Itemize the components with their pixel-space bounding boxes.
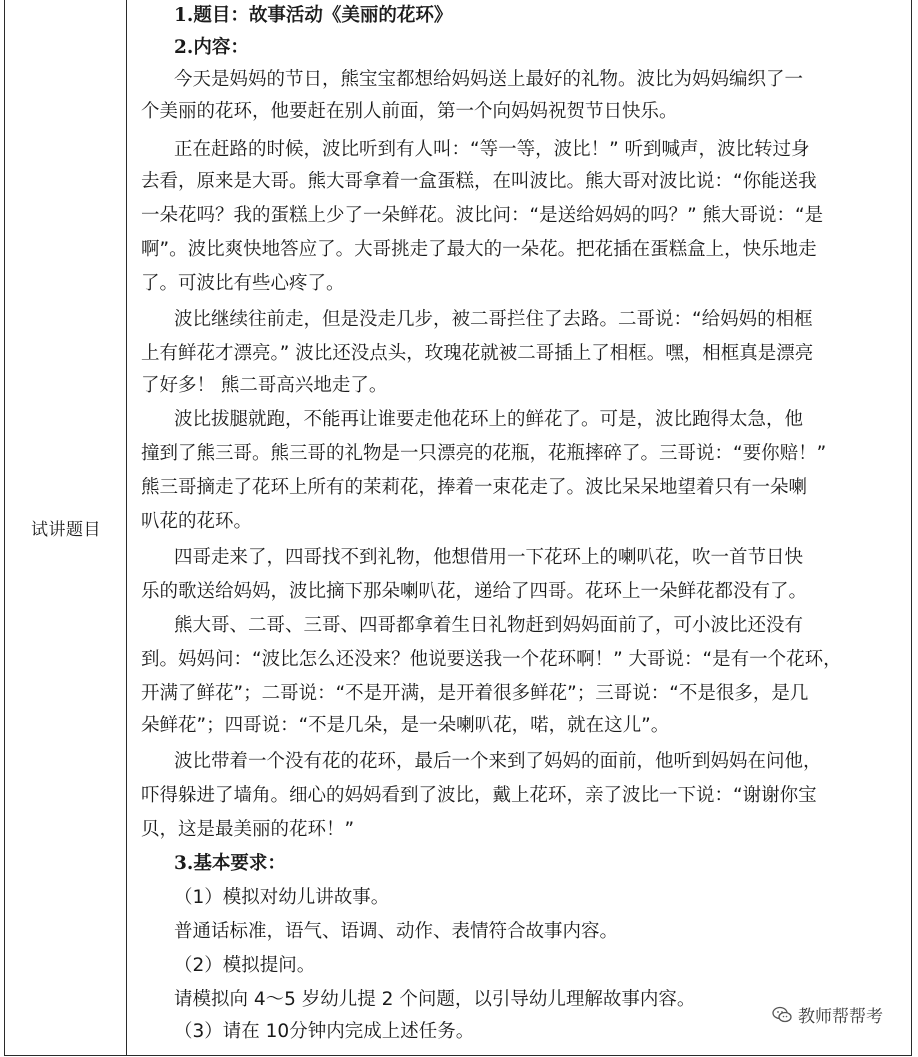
title-heading: 1.题目：故事活动《美丽的花环》: [174, 5, 453, 26]
story-line: 乐的歌送给妈妈，波比摘下那朵喇叭花，递给了四哥。花环上一朵鲜花都没有了。: [141, 581, 808, 602]
story-line: 今天是妈妈的节日，熊宝宝都想给妈妈送上最好的礼物。波比为妈妈编织了一: [174, 69, 804, 90]
story-line: 开满了鲜花”；二哥说：“不是开满，是开着很多鲜花”；三哥说：“不是很多，是几: [141, 683, 809, 704]
story-line: 到。妈妈问：“波比怎么还没来？他说要送我一个花环啊！” 大哥说：“是有一个花环，: [141, 649, 842, 670]
requirement-line: （3）请在 10分钟内完成上述任务。: [174, 1021, 475, 1042]
story-line: 撞到了熊三哥。熊三哥的礼物是一只漂亮的花瓶，花瓶摔碎了。三哥说：“要你赔！”: [141, 443, 827, 464]
story-line: 吓得躲进了墙角。细心的妈妈看到了波比，戴上花环，亲了波比一下说：“谢谢你宝: [141, 785, 817, 806]
story-line: 啊”。波比爽快地答应了。大哥挑走了最大的一朵花。把花插在蛋糕盒上，快乐地走: [141, 239, 817, 260]
story-line: 贝，这是最美丽的花环！”: [141, 819, 355, 840]
story-line: 了好多！ 熊二哥高兴地走了。: [141, 375, 388, 396]
story-line: 朵鲜花”；四哥说：“不是几朵，是一朵喇叭花，喏，就在这儿”。: [141, 715, 670, 736]
story-line: 正在赶路的时候，波比听到有人叫：“等一等，波比！” 听到喊声，波比转过身: [174, 139, 810, 160]
story-line: 四哥走来了，四哥找不到礼物，他想借用一下花环上的喇叭花，吹一首节日快: [174, 547, 804, 568]
story-line: 波比带着一个没有花的花环，最后一个来到了妈妈的面前，他听到妈妈在问他，: [174, 751, 822, 772]
content-heading: 2.内容：: [174, 37, 249, 58]
question-table: [4, 0, 912, 1056]
story-line: 了。可波比有些心疼了。: [141, 273, 345, 294]
story-line: 波比继续往前走，但是没走几步，被二哥拦住了去路。二哥说：“给妈妈的相框: [174, 309, 813, 330]
watermark: [770, 1002, 885, 1027]
requirement-line: 普通话标准，语气、语调、动作、表情符合故事内容。: [174, 921, 619, 942]
story-line: 波比拔腿就跑，不能再让谁要走他花环上的鲜花了。可是，波比跑得太急，他: [174, 409, 804, 430]
row-label: 试讲题目: [31, 520, 101, 540]
story-line: 熊大哥、二哥、三哥、四哥都拿着生日礼物赶到妈妈面前了，可小波比还没有: [174, 615, 804, 636]
story-line: 叭花的花环。: [141, 511, 253, 532]
story-line: 熊三哥摘走了花环上所有的茉莉花，捧着一束花走了。波比呆呆地望着只有一朵喇: [141, 477, 808, 498]
requirement-line: （2）模拟提问。: [174, 955, 316, 976]
watermark-text: 教师帮帮考: [798, 1007, 883, 1027]
content-cell: [127, 0, 911, 1055]
label-column: [5, 0, 127, 1055]
requirements-heading: 3.基本要求：: [174, 853, 286, 874]
story-line: 去看，原来是大哥。熊大哥拿着一盒蛋糕，在叫波比。熊大哥对波比说：“你能送我: [141, 171, 817, 192]
story-line: 上有鲜花才漂亮。” 波比还没点头，玫瑰花就被二哥插上了相框。嘿，相框真是漂亮: [141, 343, 814, 364]
story-line: 个美丽的花环，他要赶在别人前面，第一个向妈妈祝贺节日快乐。: [141, 101, 678, 122]
requirement-line: （1）模拟对幼儿讲故事。: [174, 887, 390, 908]
story-line: 一朵花吗？我的蛋糕上少了一朵鲜花。波比问：“是送给妈妈的吗？” 熊大哥说：“是: [141, 205, 824, 226]
requirement-line: 请模拟向 4～5 岁幼儿提 2 个问题，以引导幼儿理解故事内容。: [174, 989, 696, 1010]
chat-bubble-icon: [772, 1006, 792, 1024]
